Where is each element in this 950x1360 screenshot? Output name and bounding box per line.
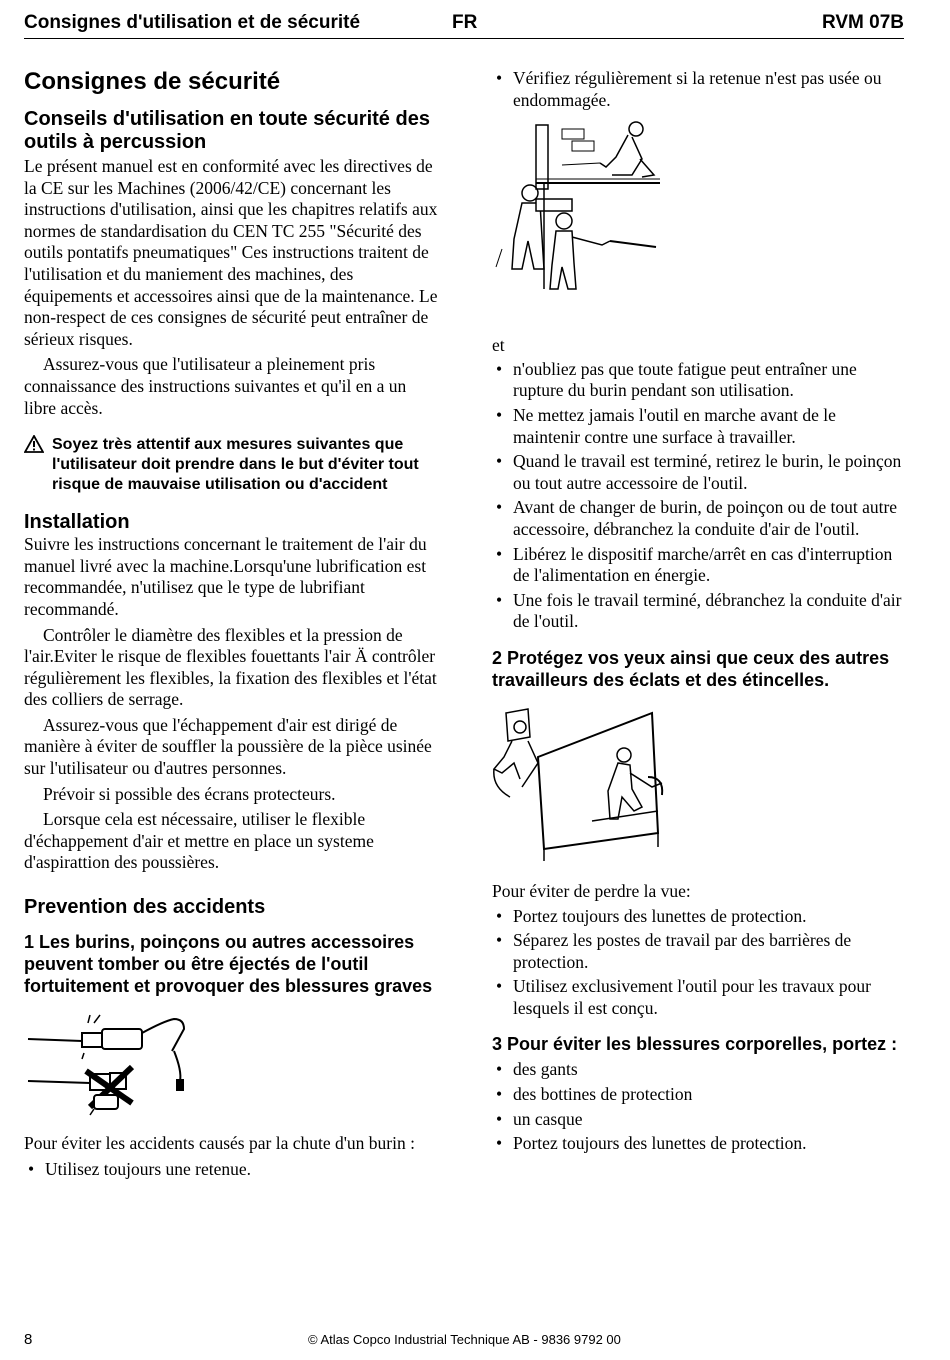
list-item: • Portez toujours des lunettes de protection. xyxy=(492,1133,906,1155)
warning-icon xyxy=(24,435,52,495)
list-item: • Séparez les postes de travail par des barrières de protection. xyxy=(492,930,906,973)
page-header xyxy=(24,10,904,39)
list-item: • Vérifiez régulièrement si la retenue n'est pas usée ou endommagée. xyxy=(492,68,906,111)
fall-intro: Pour éviter les accidents causés par la chute d'un burin : xyxy=(24,1133,415,1154)
item2-title: 2 Protégez vos yeux ainsi que ceux des autres travailleurs des éclats et des étincelles. xyxy=(492,647,890,690)
copyright: © Atlas Copco Industrial Technique AB - 9836 9792 00 xyxy=(308,1332,621,1347)
header-language: FR xyxy=(452,12,478,33)
subsection-title: Conseils d'utilisation en toute sécurité des outils à percussion xyxy=(24,108,430,153)
left-column xyxy=(24,62,438,1183)
list-item: • Portez toujours des lunettes de protection. xyxy=(492,906,906,928)
workers-illustration xyxy=(492,119,906,333)
intro-paragraph: Le présent manuel est en conformité avec les directives de la CE sur les Machines (2006/42/CE) concernant les instructions d'utilisation, ainsi que les chapitres relatifs aux normes de standardisation du CEN TC 255 "Sécurité des outils pontatifs pneumatiques" Ces instructions traitent de l'utilisation et du maniement des machines, des équipements et accessoires ainsi que de la maintenance. Le non-respect de ces consignes de sécurité peut entraîner de sérieux risques. xyxy=(24,156,438,349)
list-item: • des gants xyxy=(492,1059,906,1081)
retainer-illustration xyxy=(24,1011,438,1121)
item1-title: 1 Les burins, poinçons ou autres accessoires peuvent tomber ou être éjectés de l'outil fortuitement et provoquer des blessures graves xyxy=(24,932,433,997)
list-item: • Une fois le travail terminé, débranchez la conduite d'air de l'outil. xyxy=(492,590,906,633)
installation-paragraph-5: Lorsque cela est nécessaire, utiliser le flexible d'échappement d'air et mettre en place un systeme d'aspirattion des poussières. xyxy=(24,809,374,873)
list-item: • n'oubliez pas que toute fatigue peut entraîner une rupture du burin pendant son utilisation. xyxy=(492,359,906,402)
installation-paragraph-2: Contrôler le diamètre des flexibles et la pression de l'air.Eviter le risque de flexibles fouettants l'air Ä contrôler régulièrement les flexibles, la fixation des flexibles et l'état des colliers de serrage. xyxy=(24,624,437,710)
installation-title: Installation xyxy=(24,511,130,534)
ppe-bullets xyxy=(492,1059,906,1154)
installation-paragraph-3: Assurez-vous que l'échappement d'air est dirigé de manière à éviter de souffler la poussière de la pièce usinée sur l'utilisateur ou d'autres personnes. xyxy=(24,714,432,779)
warning-box xyxy=(24,435,438,495)
warning-text: Soyez très attentif aux mesures suivantes que l'utilisateur doit prendre dans le but d'éviter tout risque de mauvaise utilisation ou d'accident xyxy=(52,436,419,494)
list-item: • un casque xyxy=(492,1109,906,1131)
installation-paragraph-1: Suivre les instructions concernant le traitement de l'air du manuel livré avec la machine.Lorsqu'une lubrification est recommandée, n'utilisez que le type de lubrifiant recommandé. xyxy=(24,534,427,619)
item3-title: 3 Pour éviter les blessures corporelles, portez : xyxy=(492,1034,898,1055)
installation-paragraph-4: Prévoir si possible des écrans protecteurs. xyxy=(43,783,336,804)
fall-bullets xyxy=(24,1159,438,1181)
top-bullets xyxy=(492,68,906,111)
intro-paragraph-2: Assurez-vous que l'utilisateur a pleinement pris connaissance des instructions suivantes et qu'il en a un libre accès. xyxy=(24,354,407,418)
list-item: • Avant de changer de burin, de poinçon ou de tout autre accessoire, débranchez la conduite d'air de l'outil. xyxy=(492,497,906,540)
list-item: • Utilisez toujours une retenue. xyxy=(24,1159,438,1181)
list-item: • Utilisez exclusivement l'outil pour les travaux pour lesquels il est conçu. xyxy=(492,976,906,1019)
eye-protection-illustration xyxy=(492,707,906,877)
header-model: RVM 07B xyxy=(821,12,904,33)
list-item: • Libérez le dispositif marche/arrêt en cas d'interruption de l'alimentation en énergie. xyxy=(492,544,906,587)
et-text: et xyxy=(492,335,505,356)
header-title: Consignes d'utilisation et de sécurité xyxy=(24,12,361,33)
mid-bullets xyxy=(492,359,906,633)
prevention-title: Prevention des accidents xyxy=(24,896,266,919)
eyes-intro: Pour éviter de perdre la vue: xyxy=(492,880,691,901)
list-item: • des bottines de protection xyxy=(492,1084,906,1106)
list-item: • Ne mettez jamais l'outil en marche avant de le maintenir contre une surface à travailler. xyxy=(492,405,906,448)
page-footer xyxy=(24,1331,904,1351)
section-title: Consignes de sécurité xyxy=(24,68,281,95)
right-column xyxy=(492,68,906,1158)
page-number: 8 xyxy=(24,1331,33,1348)
eyes-bullets xyxy=(492,906,906,1020)
list-item: • Quand le travail est terminé, retirez le burin, le poinçon ou tout autre accessoire de l'outil. xyxy=(492,451,906,494)
